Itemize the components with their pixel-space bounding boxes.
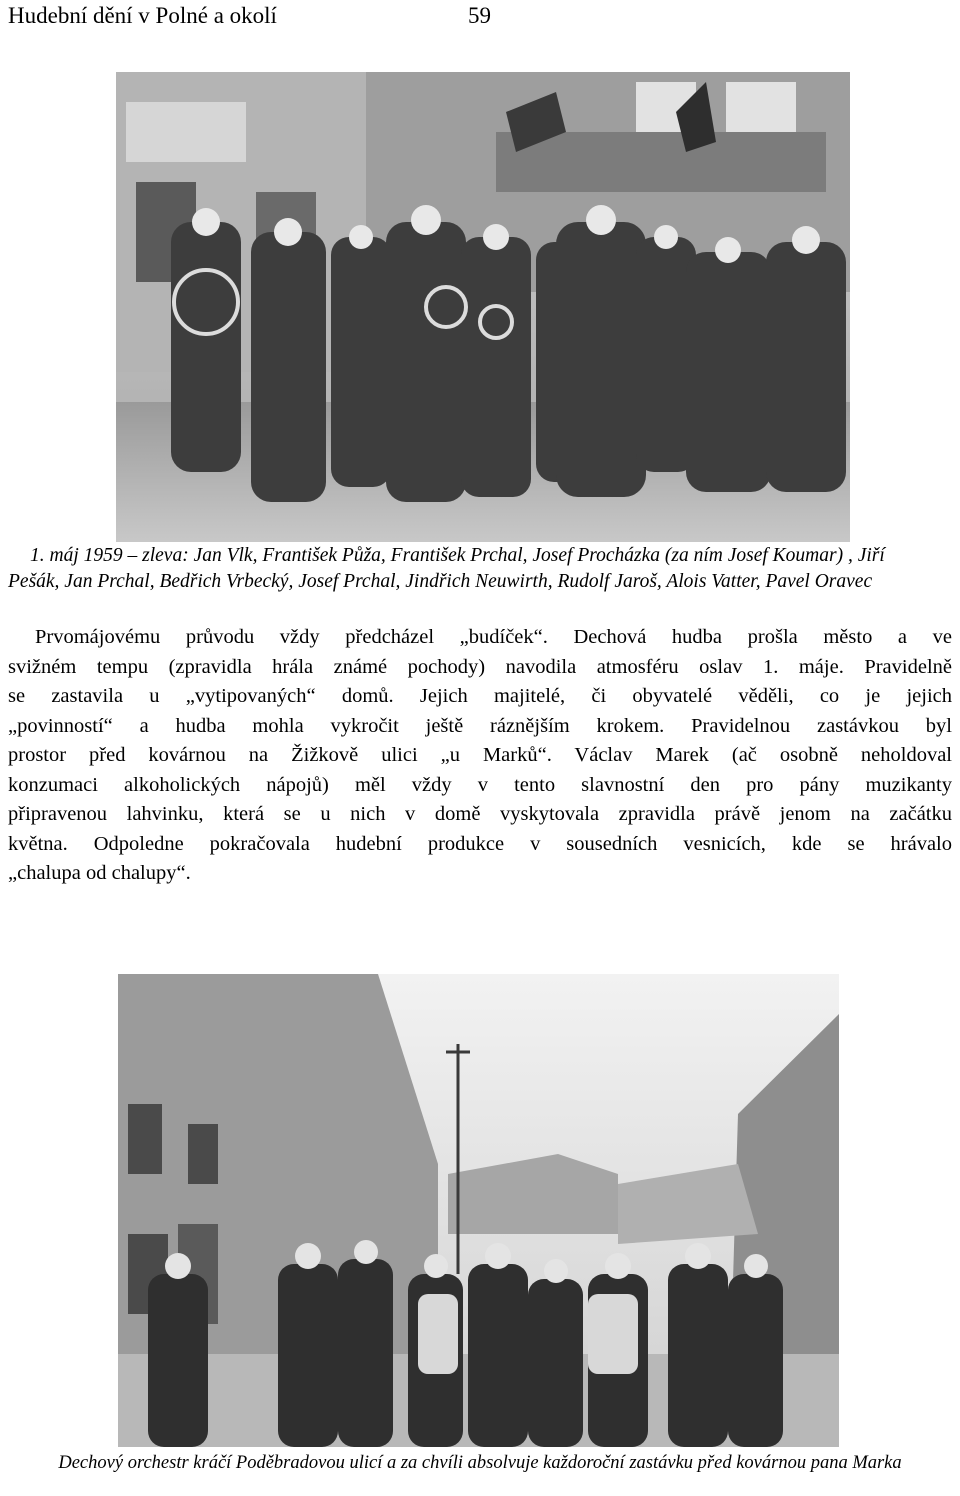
band-group-photo	[116, 72, 850, 542]
body-line: května. Odpoledne pokračovala hudební produkce v sousedních vesnicích, kde se hrávalo	[8, 832, 952, 855]
photo-1-caption-line: Pešák, Jan Prchal, Bedřich Vrbecký, Josef Prchal, Jindřich Neuwirth, Rudolf Jaroš, Alois Vatter, Pavel Oravec	[8, 571, 873, 592]
body-line: se zastavila u „vytipovaných“ domů. Jejich majitelé, či obyvatelé věděli, co je jejich	[8, 685, 952, 707]
body-line: prostor před kovárnou na Žižkově ulici „u Marků“. Václav Marek (ač osobně neholdoval	[8, 744, 952, 766]
body-line: připravenou lahvinku, která se u nich v domě vyskytovala zpravidla právě jenom na začátku	[8, 803, 952, 825]
body-line: konzumaci alkoholických nápojů) měl vždy v tento slavnostní den pro pány muzikanty	[8, 773, 952, 796]
body-line: Prvomájovému průvodu vždy předcházel „budíček“. Dechová hudba prošla město a ve	[35, 626, 952, 648]
page-number: 59	[468, 3, 491, 28]
photo-1-caption	[8, 543, 952, 595]
body-line: „povinností“ a hudba mohla vykročit ještě ráznějším krokem. Pravidelnou zastávkou byl	[8, 714, 952, 737]
body-paragraph	[8, 623, 952, 889]
photo-1-caption-line: 1. máj 1959 – zleva: Jan Vlk, František Půža, František Prchal, Josef Procházka (za ním Josef Koumar) , Jiří	[30, 545, 885, 566]
street-procession-photo	[118, 974, 839, 1447]
running-head	[8, 2, 491, 30]
photo-2-caption: Dechový orchestr kráčí Poděbradovou ulicí a za chvíli absolvuje každoroční zastávku před kovárnou pana Marka	[58, 1453, 902, 1473]
body-line: svižném tempu (zpravidla hrála známé pochody) navodila atmosféru oslav 1. máje. Pravidelně	[8, 655, 952, 678]
running-head-title: Hudební dění v Polné a okolí	[8, 3, 277, 28]
body-line: „chalupa od chalupy“.	[8, 862, 191, 884]
